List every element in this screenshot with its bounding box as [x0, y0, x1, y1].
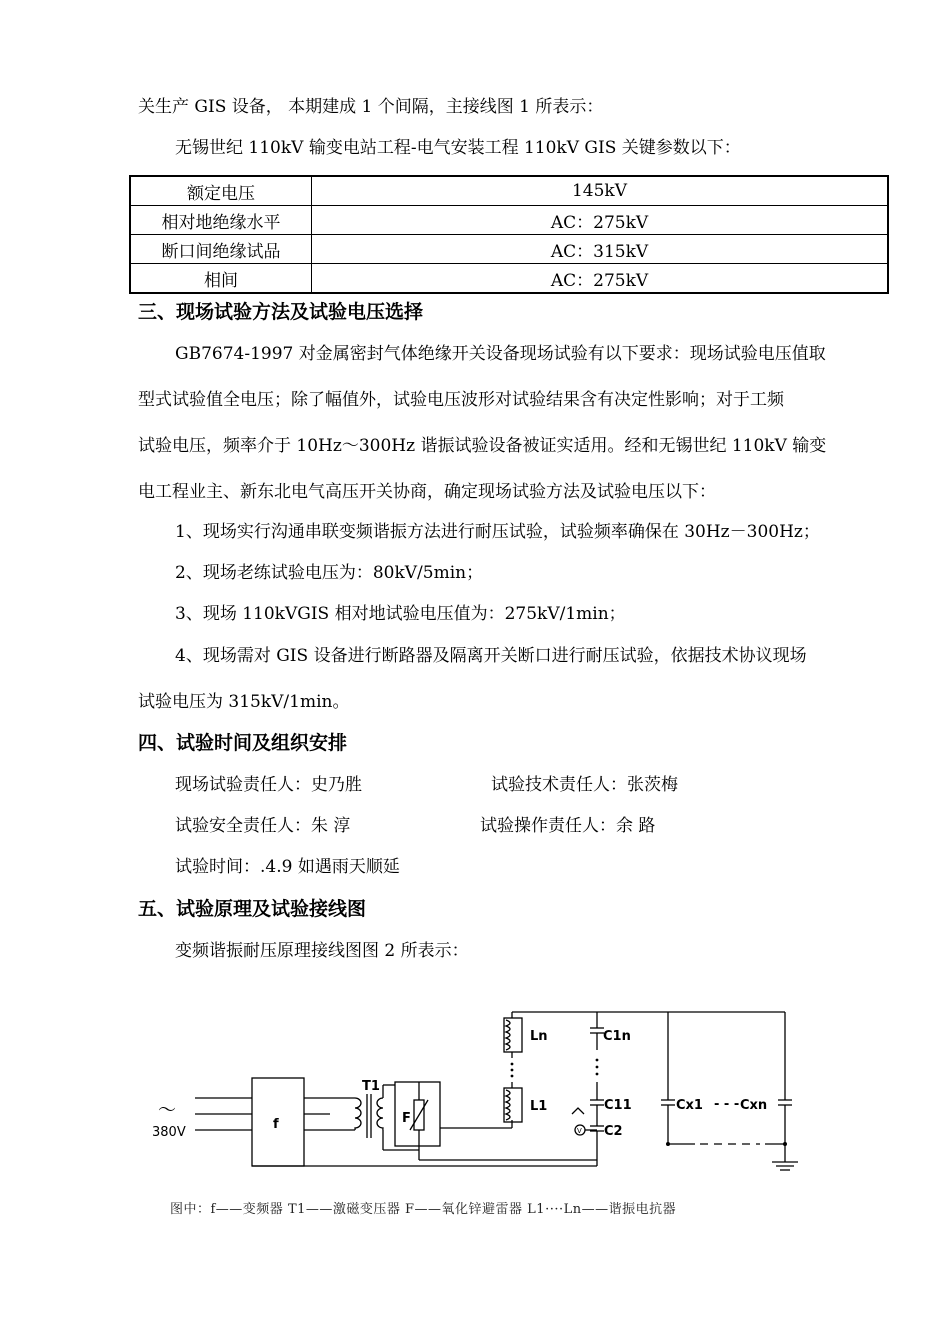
section-3-item: 1、现场实行沟通串联变频谐振方法进行耐压试验，试验频率确保在 30Hz－300Hz； — [175, 522, 820, 542]
section-3-item: 4、现场需对 GIS 设备进行断路器及隔离开关断口进行耐压试验，依据技术协议现场 — [175, 646, 807, 666]
section-3-para-line: 试验电压，频率介于 10Hz～300Hz 谐振试验设备被证实适用。经和无锡世纪 110kV 输变 — [138, 436, 827, 456]
arrester-label: F — [402, 1111, 411, 1126]
table-cell-value: AC：275kV — [312, 206, 889, 235]
table-row — [130, 176, 888, 206]
section-3-para-line: 电工程业主、新东北电气高压开关协商，确定现场试验方法及试验电压以下： — [138, 482, 716, 502]
section-3-item: 试验电压为 315kV/1min。 — [138, 692, 350, 712]
section-3-heading: 三、现场试验方法及试验电压选择 — [138, 301, 424, 323]
ac-source-symbol: ～ — [158, 1100, 176, 1121]
cap-c11-label: C11 — [604, 1098, 632, 1113]
transformer-label: T1 — [362, 1079, 380, 1094]
table-row — [130, 235, 888, 264]
table-cell-label: 额定电压 — [130, 176, 312, 206]
field-test-lead: 现场试验责任人：史乃胜 — [175, 775, 362, 795]
transformer-primary-coil — [355, 1098, 361, 1130]
resonance-wiring-diagram — [140, 990, 820, 1190]
intro-line-1: 关生产 GIS 设备， 本期建成 1 个间隔，主接线图 1 所表示： — [138, 97, 604, 117]
section-5-heading: 五、试验原理及试验接线图 — [138, 898, 367, 920]
transformer-secondary-coil — [377, 1098, 383, 1130]
section-3-para-line: GB7674-1997 对金属密封气体绝缘开关设备现场试验有以下要求：现场试验电压值取 — [175, 344, 826, 364]
technical-lead: 试验技术责任人：张茨梅 — [491, 775, 678, 795]
table-cell-label: 断口间绝缘试品 — [130, 235, 312, 264]
test-time: 试验时间：.4.9 如遇雨天顺延 — [175, 857, 400, 877]
reactor-l1-label: L1 — [530, 1099, 548, 1114]
load-cx1-label: Cx1 — [676, 1098, 703, 1113]
table-cell-value: 145kV — [312, 176, 889, 206]
section-3-item: 2、现场老练试验电压为：80kV/5min； — [175, 563, 484, 583]
gis-parameter-table — [129, 175, 889, 294]
section-3-para-line: 型式试验值全电压；除了幅值外，试验电压波形对试验结果含有决定性影响；对于工频 — [138, 390, 784, 410]
frequency-converter-label: f — [273, 1117, 279, 1132]
operation-lead: 试验操作责任人：余 路 — [480, 816, 656, 836]
cap-c2-label: C2 — [604, 1124, 623, 1139]
table-row — [130, 264, 888, 294]
cap-c1n-label: C1n — [603, 1029, 631, 1044]
section-5-intro: 变频谐振耐压原理接线图图 2 所表示： — [175, 941, 469, 961]
diagram-caption: 图中：f——变频器 T1——激磁变压器 F——氧化锌避雷器 L1····Ln——谐振电抗器 — [170, 1202, 677, 1217]
table-cell-value: AC：275kV — [312, 264, 889, 294]
intro-line-2: 无锡世纪 110kV 输变电站工程-电气安装工程 110kV GIS 关键参数以下： — [175, 138, 741, 158]
load-cxn-label: Cxn — [740, 1098, 768, 1113]
safety-lead: 试验安全责任人：朱 淳 — [175, 816, 351, 836]
table-cell-label: 相间 — [130, 264, 312, 294]
reactor-ln-label: Ln — [530, 1029, 548, 1044]
table-cell-label: 相对地绝缘水平 — [130, 206, 312, 235]
section-4-heading: 四、试验时间及组织安排 — [138, 732, 348, 754]
load-dots: - - - — [714, 1097, 740, 1112]
source-voltage-label: 380V — [152, 1125, 186, 1140]
table-cell-value: AC：315kV — [312, 235, 889, 264]
section-3-item: 3、现场 110kVGIS 相对地试验电压值为：275kV/1min； — [175, 604, 626, 624]
table-row — [130, 206, 888, 235]
voltmeter-label: V — [577, 1127, 582, 1135]
